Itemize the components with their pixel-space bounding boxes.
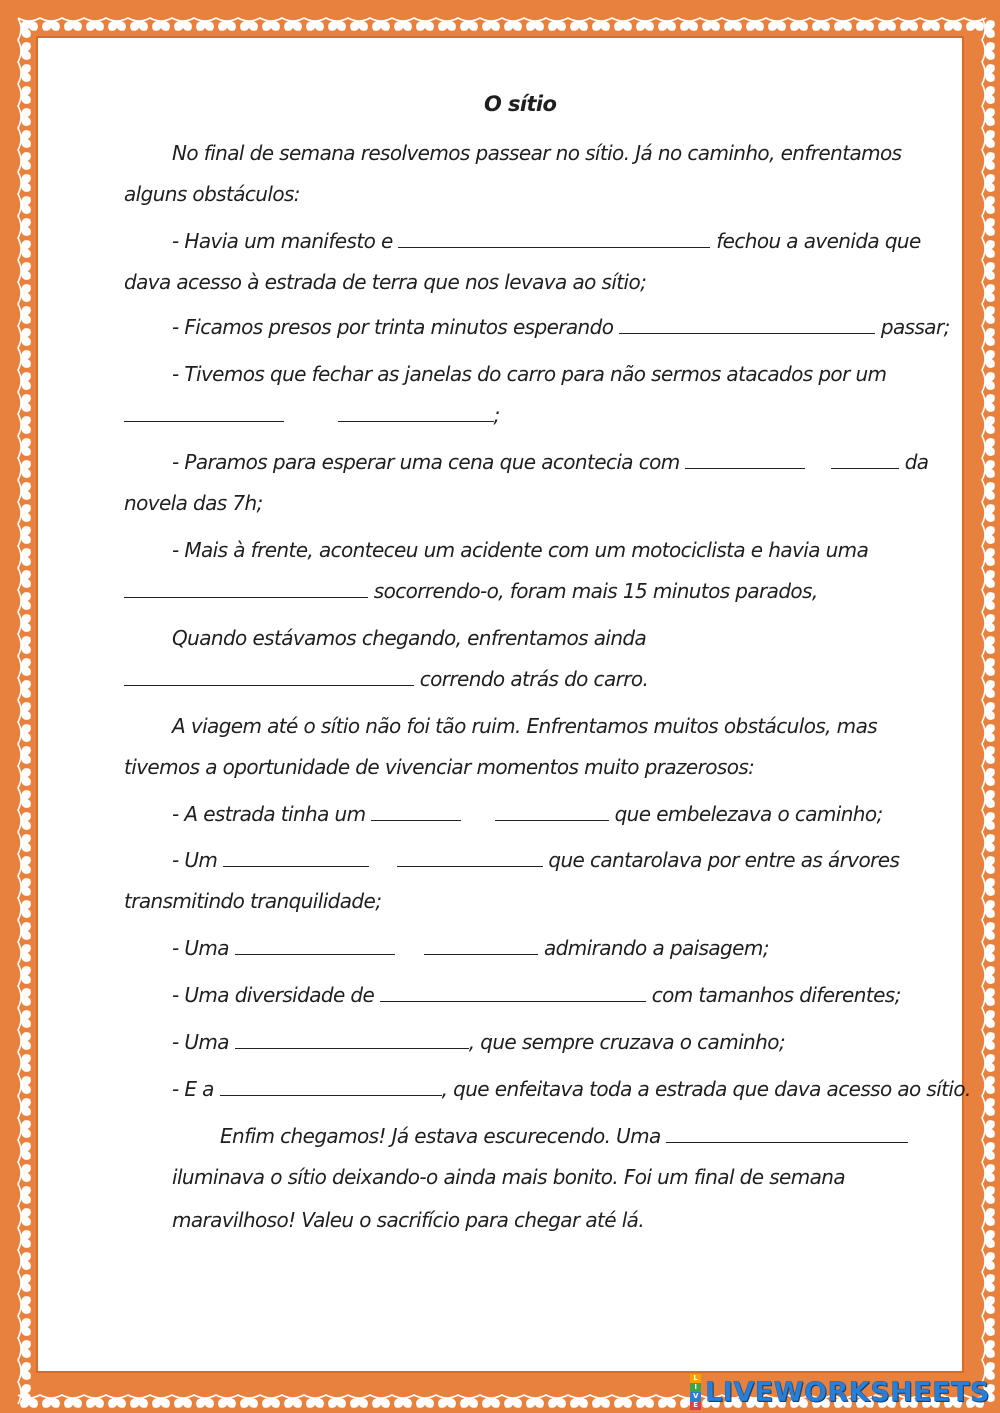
blank-field[interactable]: [424, 936, 538, 955]
item-novela-cont: novela das 7h;: [124, 491, 263, 515]
item-text: ;: [493, 403, 500, 427]
item-presos: [172, 315, 950, 339]
item-text: - Uma diversidade de: [172, 983, 375, 1007]
logo-letter: I: [690, 1383, 701, 1392]
item-text: - Um: [172, 848, 218, 872]
item-text: passar;: [880, 315, 950, 339]
blank-field[interactable]: [371, 802, 461, 821]
paragraph-chegando-cont: [124, 667, 648, 691]
blank-field[interactable]: [685, 450, 805, 469]
item-janelas-cont: [124, 403, 500, 427]
page-title: O sítio: [484, 92, 557, 116]
paragraph-chegamos-line1: [220, 1124, 908, 1148]
item-acidente: - Mais à frente, aconteceu um acidente com um motociclista e havia uma: [172, 538, 869, 562]
blank-field[interactable]: [398, 229, 710, 248]
logo-letter: E: [690, 1401, 701, 1410]
blank-field[interactable]: [831, 450, 899, 469]
item-cruzava: [172, 1030, 785, 1054]
blank-field[interactable]: [666, 1124, 908, 1143]
item-text: socorrendo-o, foram mais 15 minutos parados,: [373, 579, 818, 603]
blank-field[interactable]: [124, 403, 284, 422]
paragraph-intro-line1: No final de semana resolvemos passear no sítio. Já no caminho, enfrentamos: [172, 141, 902, 165]
blank-field[interactable]: [380, 983, 646, 1002]
item-janelas: - Tivemos que fechar as janelas do carro para não sermos atacados por um: [172, 362, 887, 386]
item-paisagem: [172, 936, 769, 960]
item-novela: [172, 450, 928, 474]
item-text: - Paramos para esperar uma cena que acontecia com: [172, 450, 680, 474]
blank-field[interactable]: [619, 315, 875, 334]
item-text: da: [904, 450, 929, 474]
item-text: - E a: [172, 1077, 214, 1101]
blank-field[interactable]: [220, 1077, 442, 1096]
item-cantarolava-cont: transmitindo tranquilidade;: [124, 889, 382, 913]
blank-field[interactable]: [223, 848, 369, 867]
paragraph-chegamos-line3: maravilhoso! Valeu o sacrifício para chegar até lá.: [172, 1208, 645, 1232]
blank-field[interactable]: [124, 667, 414, 686]
blank-field[interactable]: [338, 403, 494, 422]
item-text: - Uma: [172, 1030, 229, 1054]
item-enfeitava: [172, 1077, 971, 1101]
item-text: correndo atrás do carro.: [419, 667, 649, 691]
item-text: - A estrada tinha um: [172, 802, 366, 826]
blank-field[interactable]: [124, 579, 368, 598]
logo-letter: L: [690, 1374, 701, 1383]
blank-field[interactable]: [235, 1030, 469, 1049]
item-text: Enfim chegamos! Já estava escurecendo. Uma: [220, 1124, 661, 1148]
item-estrada: [172, 802, 883, 826]
item-text: - Havia um manifesto e: [172, 229, 393, 253]
paragraph-chegamos-line2: iluminava o sítio deixando-o ainda mais bonito. Foi um final de semana: [172, 1165, 846, 1189]
blank-field[interactable]: [397, 848, 543, 867]
paragraph-viagem-line2: tivemos a oportunidade de vivenciar momentos muito prazerosos:: [124, 755, 755, 779]
item-text: fechou a avenida que: [716, 229, 921, 253]
paragraph-viagem-line1: A viagem até o sítio não foi tão ruim. Enfrentamos muitos obstáculos, mas: [172, 714, 878, 738]
item-text: que embelezava o caminho;: [614, 802, 883, 826]
blank-field[interactable]: [495, 802, 609, 821]
item-acidente-cont: [124, 579, 818, 603]
item-text: que cantarolava por entre as árvores: [548, 848, 900, 872]
item-text: , que sempre cruzava o caminho;: [468, 1030, 785, 1054]
paragraph-intro-line2: alguns obstáculos:: [124, 182, 300, 206]
item-diversidade: [172, 983, 901, 1007]
item-text: com tamanhos diferentes;: [651, 983, 901, 1007]
item-text: - Ficamos presos por trinta minutos esperando: [172, 315, 614, 339]
item-text: , que enfeitava toda a estrada que dava acesso ao sítio.: [441, 1077, 971, 1101]
logo-letter: V: [690, 1392, 701, 1401]
paragraph-chegando: Quando estávamos chegando, enfrentamos ainda: [172, 626, 647, 650]
item-text: - Uma: [172, 936, 229, 960]
item-cantarolava: [172, 848, 899, 872]
brand-name: LIVEWORKSHEETS: [705, 1376, 990, 1408]
item-manifesto-cont: dava acesso à estrada de terra que nos levava ao sítio;: [124, 270, 647, 294]
liveworksheets-logo-icon: [690, 1374, 701, 1410]
item-text: admirando a paisagem;: [544, 936, 769, 960]
blank-field[interactable]: [235, 936, 395, 955]
liveworksheets-brand[interactable]: [690, 1375, 990, 1409]
item-manifesto: [172, 229, 921, 253]
